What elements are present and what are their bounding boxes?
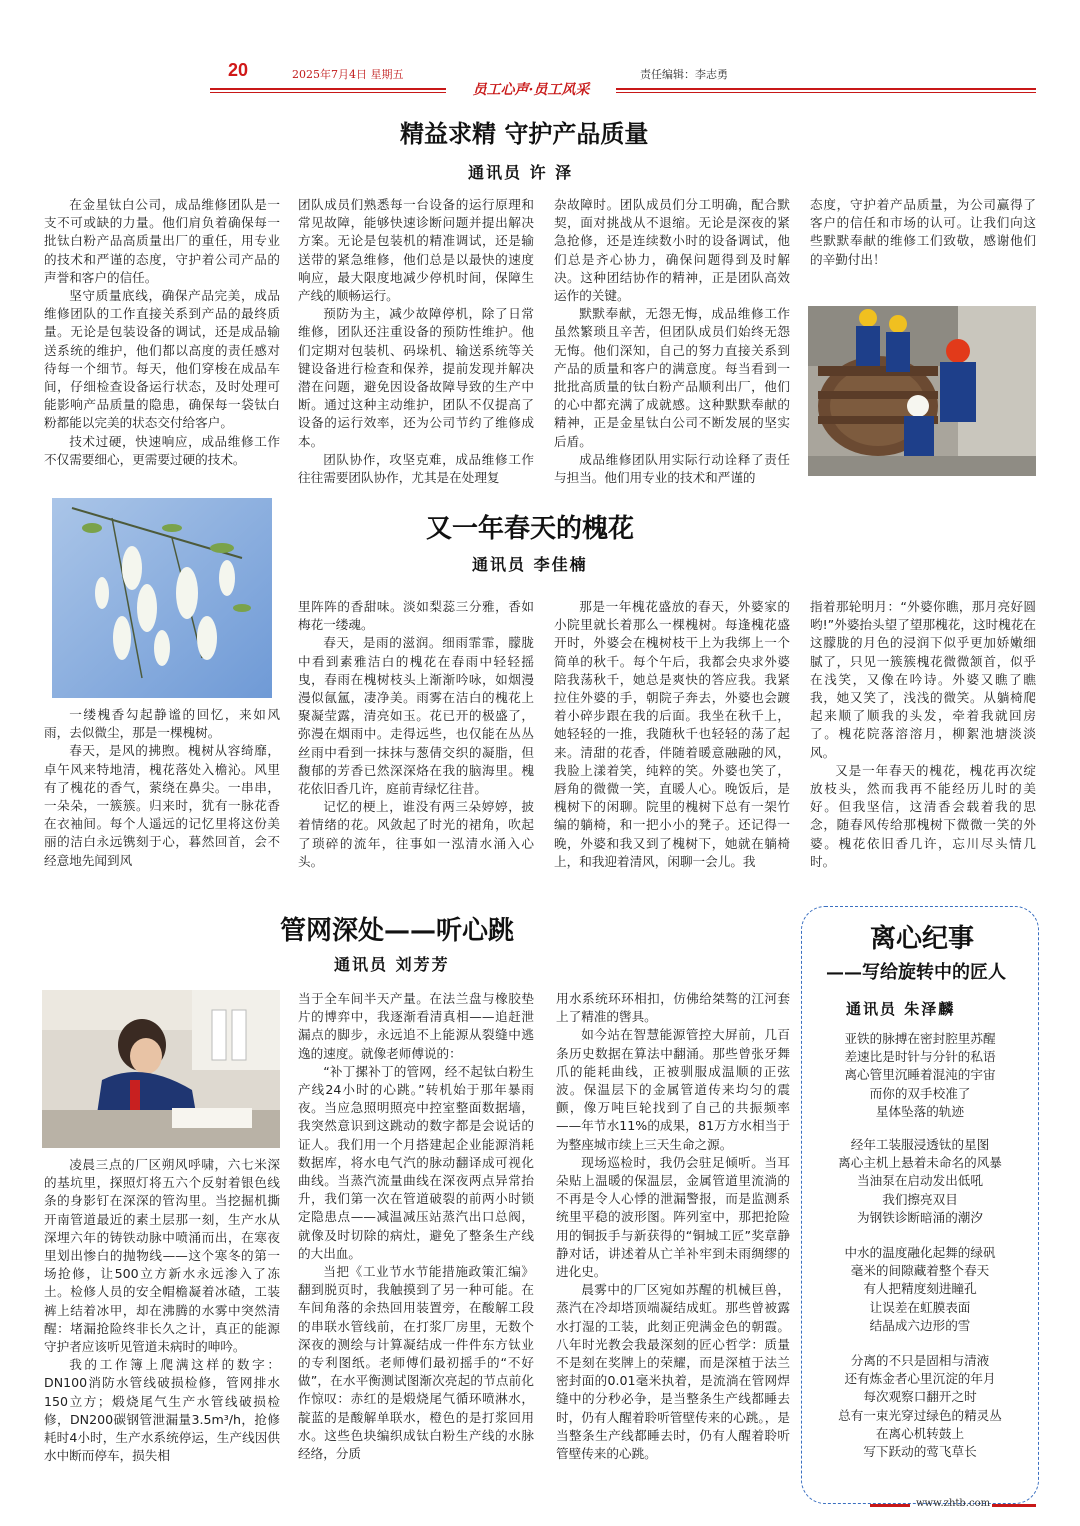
page-number: 20: [228, 60, 249, 80]
poem-line: 亚铁的脉搏在密封腔里苏醒: [844, 1031, 996, 1046]
article1-title: 精益求精 守护产品质量: [400, 119, 649, 148]
poem-stanza-1: [806, 1030, 1034, 1121]
poem-subtitle: ——写给旋转中的匠人: [826, 962, 1006, 983]
paragraph: 成品维修团队用实际行动诠释了责任与担当。他们用专业的技术和严谨的: [554, 451, 790, 486]
header-rule: [210, 88, 1036, 90]
paragraph: 现场巡检时，我仍会驻足倾听。当耳朵贴上温暖的保温层，金属管道里流淌的不再是令人心悸的泄漏警报，而是监测系统里平稳的波形图。阵列室中，那把抢险用的铜扳手与新获得的“铜城工匠”奖章静静对话，讲述着从亡羊补牢到未雨绸缪的进化史。: [556, 1154, 790, 1280]
poem-line: 星体坠落的轨迹: [875, 1103, 965, 1119]
poem-title: 离心纪事: [870, 924, 975, 954]
paragraph: 团队协作，攻坚克难，成品维修工作往往需要团队协作，尤其是在处理复: [298, 451, 534, 486]
poem-line: 当油泵在启动发出低吼: [857, 1173, 983, 1189]
footer-rule-left: [870, 1504, 910, 1507]
paragraph: 记忆的梗上，谁没有两三朵婷婷，披着情绪的花。风敛起了时光的裙角，吹起了琐碎的流年，往事如一泓清水涌入心头。: [298, 799, 534, 869]
article3-col1: [44, 1156, 280, 1465]
paragraph: 团队成员们熟悉每一台设备的运行原理和常见故障，能够快速诊断问题并提出解决方案。无论是包装机的精准调试，还是输送带的紧急维修，他们总是以最快的速度响应，最大限度地减少停机时间，保障生产线的顺畅运行。: [298, 197, 534, 304]
poem-line: 结晶成六边形的雪: [869, 1317, 971, 1333]
paragraph: “补丁摞补丁的管网，经不起钛白粉生产线24小时的心跳。”转机始于那年暴雨夜。当应急照明照亮中控室整面数据墙，我突然意识到这跳动的数字都是会说话的证人。我们用一个月搭建起企业能源消耗数据库，将水电气汽的脉动翻译成可视化曲线。当蒸汽流量曲线在深夜两点异常抬升，我们第一次在管道破裂的前两小时锁定隐患点——减温减压站蒸汽出口总阀，就像及时切除的病灶，避免了整条生产线的大出血。: [298, 1063, 534, 1261]
poem-line: 还有炼金者心里沉淀的年月: [844, 1371, 996, 1387]
article2-col3: [554, 598, 790, 871]
paragraph: 一缕槐香勾起静谧的回忆，来如风雨，去似微尘，那是一棵槐树。: [44, 707, 280, 741]
article1-col3: [554, 196, 790, 487]
article1-byline: 通讯员 许 泽: [468, 163, 574, 182]
article2-col2: [298, 598, 534, 871]
paragraph: 我的工作簿上爬满这样的数字：DN100消防水管线破损检修，管网排水150立方；煅烧尾气生产水管线破损检修，DN200碳钢管泄漏量3.5m³/h，抢修耗时4小时，生产水系统停运，生产线因供水中断而停车，损失相: [44, 1357, 280, 1464]
article2-byline: 通讯员 李佳楠: [472, 555, 588, 574]
poem-line: 每次观察口翻开之时: [863, 1389, 977, 1405]
paragraph: 又是一年春天的槐花，槐花再次绽放枝头，然而我再不能经历儿时的美好。但我坚信，这清香会载着我的思念，随春风传给那槐树下微微一笑的外婆。槐花依旧香几许，忘川尽头情几时。: [810, 762, 1036, 869]
paragraph: 指着那轮明月：“外婆你瞧，那月亮好圆哟!”外婆抬头望了望那槐花，这时槐花在这朦胧的月色的浸润下似乎更加娇嫩细腻了，只见一簇簇槐花微微颔首，似乎在浅笑，又像在吟诗。外婆又瞧了瞧我，她又笑了，浅浅的微笑。从躺椅爬起来顺了顺我的头发，牵着我就回房了。槐花院落溶溶月，柳絮池塘淡淡风。: [810, 599, 1036, 760]
paragraph: 默默奉献，无怨无悔，成品维修工作虽然繁琐且辛苦，但团队成员们始终无怨无悔。他们深知，自己的努力直接关系到产品的质量和客户的满意度。每当看到一批批高质量的钛白粉产品顺利出厂，他们的心中都充满了成就感。这种默默奉献的精神，正是金星钛白公司不断发展的坚实后盾。: [554, 306, 790, 449]
poem-line: 毫米的间隙藏着整个春天: [850, 1263, 990, 1279]
poem-line: 中水的温度融化起舞的绿矾: [844, 1245, 996, 1260]
article2-title: 又一年春天的槐花: [426, 514, 635, 544]
paragraph: 那是一年槐花盛放的春天，外婆家的小院里就长着那么一棵槐树。每逢槐花盛开时，外婆会在槐树枝干上为我绑上一个简单的秋千。每个午后，我都会央求外婆陪我荡秋千，她总是爽快的答应我。我紧拉住外婆的手，朝院子奔去，外婆也会踱着小碎步跟在我的后面。我坐在秋千上，她轻轻的一推，我随秋千也轻轻的荡了起来。清甜的花香，伴随着暖意融融的风，我脸上漾着笑，纯粹的笑。外婆也笑了，唇角的微微一笑，直暖人心。晚饭后，是槐树下的闲聊。院里的槐树下总有一架竹编的躺椅，和一把小小的凳子。还记得一晚，外婆和我又到了槐树下，她就在躺椅上，和我迎着清风，闲聊一会儿。我: [554, 599, 790, 869]
poem-line: 分离的不只是固相与清液: [850, 1353, 990, 1368]
poem-line: 有人把精度刻进瞳孔: [863, 1281, 977, 1297]
poem-stanza-3: [806, 1244, 1034, 1335]
poem-stanza-2: [806, 1136, 1034, 1227]
article1-col1: [44, 196, 280, 469]
poem-line: 离心主机上悬着未命名的风暴: [838, 1155, 1002, 1171]
editor-credit: 责任编辑：李志勇: [640, 68, 728, 81]
poem-line: 在离心机转鼓上: [875, 1425, 965, 1441]
paragraph: 里阵阵的香甜味。淡如梨蕊三分雅，香如梅花一缕魂。: [298, 599, 534, 633]
article1-col4: [810, 196, 1036, 269]
paragraph: 凌晨三点的厂区朔风呼啸，六七米深的基坑里，探照灯将五六个反射着银色线条的身影钉在深深的管沟里。当挖掘机撕开南管道最近的素土层那一刻，生产水从深埋六年的铸铁动脉中喷涌而出，在寒夜里划出惨白的抛物线——这个寒冬的第一场抢修，让500立方新水永远渗入了冻土。检修人员的安全帽檐凝着冰碴，工装裤上结着冰甲，却在沸腾的水雾中突然清醒：堵漏抢险终非长久之计，真正的能源守护者应该听见管道未病时的呻吟。: [44, 1157, 280, 1355]
header-rule-thin: [210, 92, 1036, 93]
poem-line: 离心管里沉睡着混沌的宇宙: [844, 1067, 996, 1083]
article3-col3: [556, 990, 790, 1463]
paragraph: 晨雾中的厂区宛如苏醒的机械巨兽，蒸汽在冷却塔顶端凝结成虹。那些曾被露水打湿的工装，此刻正兜满金色的朝霞。八年时光教会我最深刻的匠心哲学：质量不是刻在奖牌上的荣耀，而是深植于法兰密封面的0.01毫米执着，是流淌在管网焊缝中的分秒必争，是当整条生产线都睡去时，仍有人醒着聆听管壁传来的心跳。，是当整条生产线都睡去时，仍有人醒着聆听管壁传来的心跳。: [556, 1282, 790, 1462]
paragraph: 用水系统环环相扣，仿佛给桀骜的江河套上了精准的辔具。: [556, 991, 790, 1025]
issue-date: 2025年7月4日 星期五: [292, 68, 404, 81]
footer-url: www.zhtb.com: [916, 1498, 991, 1509]
section-tag: 员工心声·员工风采: [446, 80, 616, 100]
poem-byline: 通讯员 朱泽麟: [846, 1000, 956, 1018]
article3-col2: [298, 990, 534, 1463]
article1-col2: [298, 196, 534, 487]
paragraph: 当把《工业节水节能措施政策汇编》翻到脱页时，我触摸到了另一种可能。在车间角落的余热回用装置旁，在酸解工段的串联水管线前，在打浆厂房里，无数个深夜的测绘与计算凝结成一件件东方钛业的专利图纸。老师傅们最初摇手的“不好做”，在水平衡测试图渐次亮起的节点前化作惊叹：赤红的是煅烧尾气循环喷淋水，靛蓝的是酸解单联水，橙色的是打浆回用水。这些色块编织成钛白粉生产线的水脉经络，分质: [298, 1264, 534, 1462]
paragraph: 春天，是雨的滋润。细雨霏霏，朦胧中看到素雅洁白的槐花在春雨中轻轻摇曳，春雨在槐树枝头上渐渐吟咏，如烟漫漫似氤氲，凄净美。雨雾在洁白的槐花上聚凝莹露，清亮如玉。花已开的极盛了，弥漫在烟雨中。走得远些，也仅能在丛丛丝雨中看到一抹抹与葱倩交织的凝脂，但馥郁的芳香已然深深烙在我的脑海里。槐花依旧香几许，庭前青绿忆往昔。: [298, 635, 534, 797]
poem-line: 差速比是时针与分针的私语: [844, 1049, 996, 1065]
locust-blossom-photo: [52, 498, 272, 698]
poem-stanza-4: [806, 1352, 1034, 1461]
paragraph: 技术过硬，快速响应，成品维修工作不仅需要细心，更需要过硬的技术。: [44, 433, 280, 467]
paragraph: 在金星钛白公司，成品维修团队是一支不可或缺的力量。他们肩负着确保每一批钛白粉产品高质量出厂的重任，用专业的技术和严谨的态度，守护着公司产品的声誉和客户的信任。: [44, 197, 280, 285]
paragraph: 态度，守护着产品质量，为公司赢得了客户的信任和市场的认可。让我们向这些默默奉献的维修工们致敬，感谢他们的辛勤付出！: [810, 197, 1036, 267]
poem-line: 总有一束光穿过绿色的精灵丛: [838, 1407, 1002, 1423]
paragraph: 预防为主，减少故障停机，除了日常维修，团队还注重设备的预防性维护。他们定期对包装机、码垛机、输送系统等关键设备进行检查和保养，提前发现并解决潜在问题，避免因设备故障导致的生产中断。通过这种主动维护，团队不仅提高了设备的运行效率，还为公司节约了维修成本。: [298, 306, 534, 449]
paragraph: 坚守质量底线，确保产品完美，成品维修团队的工作直接关系到产品的最终质量。无论是包装设备的调试，还是成品输送系统的维护，他们都以高度的责任感对待每一个细节。每天，他们穿梭在成品车间，仔细检查设备运行状态，及时处理可能影响产品质量的隐患，确保每一袋钛白粉都能以完美的状态交付给客户。: [44, 288, 280, 431]
engineer-at-desk-photo: [42, 990, 280, 1148]
poem-line: 经年工装服浸透钛的星图: [850, 1137, 990, 1152]
maintenance-workers-photo: [808, 306, 1036, 476]
paragraph: 如今站在智慧能源管控大屏前，几百条历史数据在算法中翻涌。那些曾张牙舞爪的能耗曲线，正被驯服成温顺的正弦波。保温层下的金属管道传来均匀的震颤，像万吨巨轮找到了自己的共振频率——年节水11%的成果，81万方水相当于为整座城市续上三天生命之源。: [556, 1027, 790, 1152]
poem-line: 为钢铁诊断暗涌的潮汐: [857, 1209, 983, 1225]
paragraph: 杂故障时。团队成员们分工明确，配合默契，面对挑战从不退缩。无论是深夜的紧急抢修，还是连续数小时的设备调试，他们总是齐心协力，确保问题得到及时解决。这种团结协作的精神，正是团队高效运作的关键。: [554, 197, 790, 304]
article2-col1: [44, 706, 280, 870]
article3-byline: 通讯员 刘芳芳: [334, 955, 450, 974]
poem-line: 让误差在虹膜表面: [869, 1299, 971, 1315]
paragraph: 春天，是风的拂煦。槐树从容绮靡，卓午风来特地清，槐花落处入檐沁。风里有了槐花的香气，萦绕在鼻尖。一串串，一朵朵，一簇簇。归来时，犹有一脉花香在衣袖间。每个人遥远的记忆里将这份美丽的洁白永远镌刻于心，暮然回首，会不经意地先闻到风: [44, 743, 280, 868]
paragraph: 当于全车间半天产量。在法兰盘与橡胶垫片的博弈中，我逐渐看清真相——追赶泄漏点的脚步，永远追不上能源从裂缝中逃逸的速度。就像老师傅说的：: [298, 991, 534, 1061]
poem-line: 我们擦亮双目: [882, 1191, 958, 1207]
poem-line: 写下跃动的莺飞草长: [863, 1444, 977, 1460]
article3-title: 管网深处——听心跳: [280, 916, 515, 946]
poem-line: 而你的双手校准了: [869, 1085, 971, 1101]
footer-rule-right: [992, 1504, 1036, 1507]
article2-col4: [810, 598, 1036, 871]
